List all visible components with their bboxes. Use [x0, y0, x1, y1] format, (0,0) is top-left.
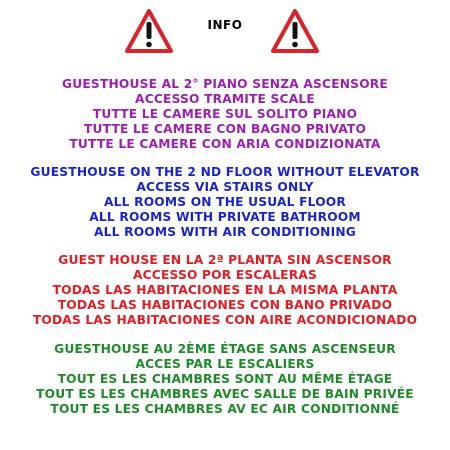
italian-info-block: [0, 76, 450, 151]
info-line: ALL ROOMS WITH PRIVATE BATHROOM: [89, 209, 361, 224]
info-line: TOUT ES LES CHAMBRES AVEC SALLE DE BAIN PRIVÉE: [36, 386, 414, 401]
info-line: ACCES PAR LE ESCALIERS: [135, 356, 315, 371]
page-title: INFO: [207, 18, 243, 32]
header: [0, 8, 450, 60]
english-info-block: [0, 164, 450, 239]
info-line: ALL ROOMS ON THE USUAL FLOOR: [103, 194, 347, 209]
info-line: TOUT ES LES CHAMBRES SONT AU MÊME ÉTAGE: [57, 371, 393, 386]
info-line: TUTTE LE CAMERE CON ARIA CONDIZIONATA: [69, 136, 381, 151]
info-line: ACCESSO POR ESCALERAS: [132, 267, 318, 282]
info-line: GUESTHOUSE AU 2ÈME ÉTAGE SANS ASCENSEUR: [54, 341, 396, 356]
info-line: TODAS LAS HABITACIONES CON BANO PRIVADO: [57, 297, 393, 312]
info-line: TOUT ES LES CHAMBRES AV EC AIR CONDITIONNÉ: [50, 401, 400, 416]
french-info-block: [0, 341, 450, 416]
info-line: GUESTHOUSE ON THE 2 ND FLOOR WITHOUT ELEVATOR: [30, 164, 420, 179]
info-line: ALL ROOMS WITH AIR CONDITIONING: [93, 224, 356, 239]
spanish-info-block: [0, 252, 450, 327]
info-line: TUTTE LE CAMERE SUL SOLITO PIANO: [92, 106, 358, 121]
warning-triangle-icon: [270, 8, 320, 54]
info-line: TODAS LAS HABITACIONES CON AIRE ACONDICIONADO: [32, 312, 418, 327]
info-line: TUTTE LE CAMERE CON BAGNO PRIVATO: [83, 121, 367, 136]
info-line: GUEST HOUSE EN LA 2ª PLANTA SIN ASCENSOR: [58, 252, 392, 267]
info-line: ACCESS VIA STAIRS ONLY: [136, 179, 314, 194]
info-line: ACCESSO TRAMITE SCALE: [135, 91, 315, 106]
info-line: TODAS LAS HABITACIONES EN LA MISMA PLANTA: [52, 282, 398, 297]
info-line: GUESTHOUSE AL 2° PIANO SENZA ASCENSORE: [62, 76, 388, 91]
